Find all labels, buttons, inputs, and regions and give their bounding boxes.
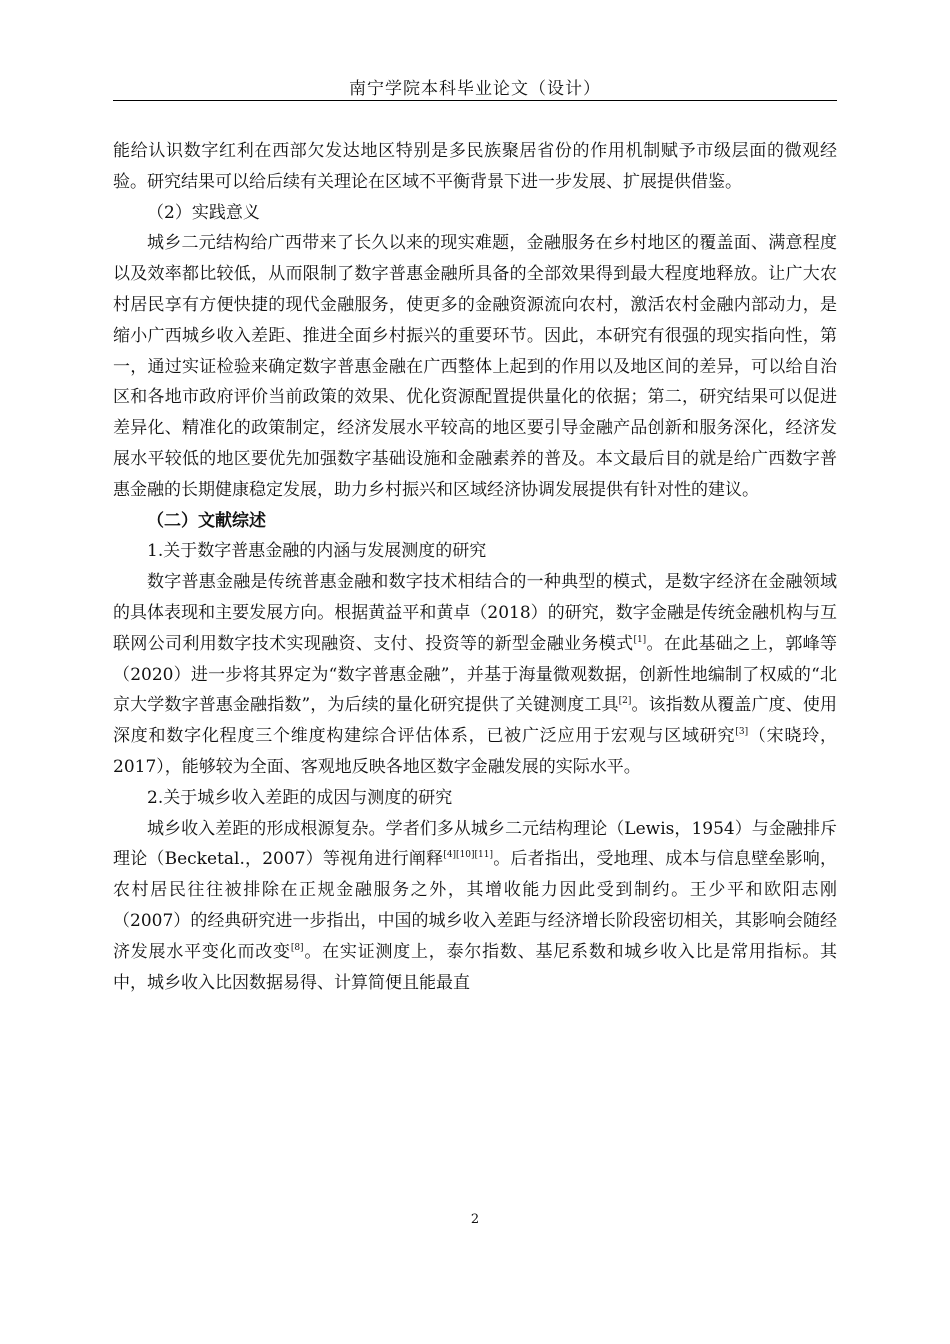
citation-1: [1]: [633, 634, 647, 645]
text-run: 数字普惠金融是传统普惠金融和数字技术相结合的一种典型的模式，是数字经济在金融领域的具体表现和主要发展方向。根据黄益平和黄卓（2018）的研究，数字金融是传统金融机构与互联网公司利用数字技术实现融资、支付、投资等的新型金融业务模式: [113, 572, 837, 654]
header-rule: [113, 100, 837, 101]
text-run: 。在实证测度上，泰尔指数、基尼系数和城乡收入比是常用指标。其中，城乡收入比因数据易得、计算简便且能最直: [113, 941, 837, 993]
citation-3: [3]: [735, 727, 749, 738]
paragraph-theoretical-continued: 能给认识数字红利在西部欠发达地区特别是多民族聚居省份的作用机制赋予市级层面的微观经验。研究结果可以给后续有关理论在区域不平衡背景下进一步发展、扩展提供借鉴。: [113, 141, 837, 192]
citation-8: [8]: [290, 942, 304, 953]
section-heading-literature-review: （二）文献综述: [147, 510, 266, 531]
running-header: 南宁学院本科毕业论文（设计）: [349, 79, 601, 99]
citation-4-10-11: [4][10][11]: [443, 850, 494, 861]
text-run: 。后者指出，受地理、成本与信息壁垒影响，农村居民往往被排除在正规金融服务之外，其增收能力因此受到制约。王少平和欧阳志刚（2007）的经典研究进一步指出，中国的城乡收入差距与经济增长阶段密切相关，其影响会随经济发展水平变化而改变: [113, 849, 838, 962]
subheading-digital-finance-measurement: 1.关于数字普惠金融的内涵与发展测度的研究: [147, 541, 487, 562]
page-body: [113, 136, 837, 998]
text-run: 城乡收入差距的形成根源复杂。学者们多从城乡二元结构理论（Lewis，1954）与金融排斥理论（Becketal.，2007）等视角进行阐释: [113, 818, 837, 870]
page-number: 2: [470, 1212, 480, 1227]
paragraph-digital-finance: [113, 567, 837, 783]
paragraph-income-gap: [113, 814, 837, 999]
citation-2: [2]: [618, 696, 632, 707]
paragraph-practical-significance: 城乡二元结构给广西带来了长久以来的现实难题，金融服务在乡村地区的覆盖面、满意程度以及效率都比较低，从而限制了数字普惠金融所具备的全部效果得到最大程度地释放。让广大农村居民享有方便快捷的现代金融服务，使更多的金融资源流向农村，激活农村金融内部动力，是缩小广西城乡收入差距、推进全面乡村振兴的重要环节。因此，本研究有很强的现实指向性，第一，通过实证检验来确定数字普惠金融在广西整体上起到的作用以及地区间的差异，可以给自治区和各地市政府评价当前政策的效果、优化资源配置提供量化的依据；第二，研究结果可以促进差异化、精准化的政策制定，经济发展水平较高的地区要引导金融产品创新和服务深化，经济发展水平较低的地区要优先加强数字基础设施和金融素养的普及。本文最后目的就是给广西数字普惠金融的长期健康稳定发展，助力乡村振兴和区域经济协调发展提供有针对性的建议。: [113, 233, 837, 500]
subheading-income-gap: 2.关于城乡收入差距的成因与测度的研究: [147, 787, 453, 808]
text-run: 。该指数从覆盖广度、使用深度和数字化程度三个维度构建综合评估体系，已被广泛应用于宏观与区域研究: [113, 695, 837, 747]
subheading-practical-significance: （2）实践意义: [147, 202, 260, 223]
text-run: （宋晓玲，2017），能够较为全面、客观地反映各地区数字金融发展的实际水平。: [113, 726, 837, 777]
text-run: 。在此基础之上，郭峰等（2020）进一步将其界定为“数字普惠金融”，并基于海量微观数据，创新性地编制了权威的“北京大学数字普惠金融指数”，为后续的量化研究提供了关键测度工具: [113, 633, 838, 716]
